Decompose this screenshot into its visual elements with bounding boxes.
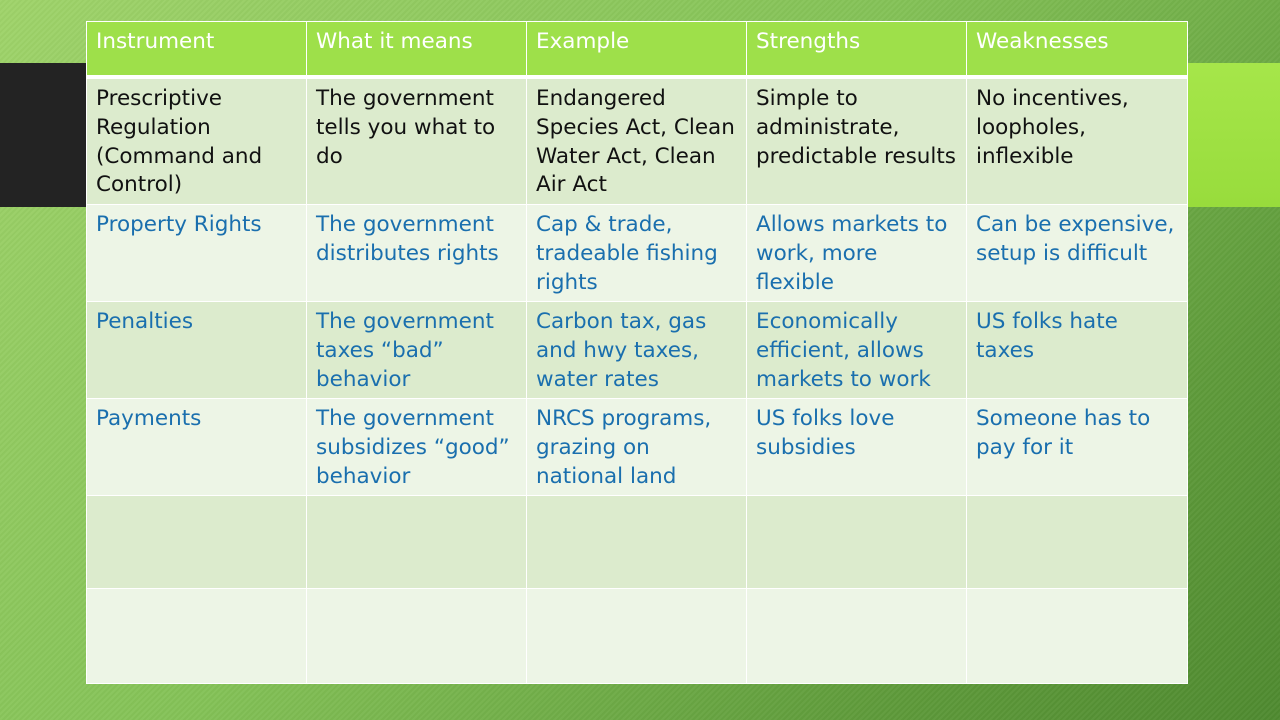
table-cell: Prescriptive Regulation (Command and Control) [87, 77, 307, 205]
table-cell [747, 589, 967, 684]
table-cell: Simple to administrate, predictable results [747, 77, 967, 205]
policy-instruments-table [86, 21, 1188, 684]
table-cell: No incentives, loopholes, inflexible [967, 77, 1188, 205]
table-cell: The government tells you what to do [307, 77, 527, 205]
table-cell: Economically efficient, allows markets to work [747, 302, 967, 399]
left-accent-band [0, 63, 86, 207]
table-cell: Can be expensive, setup is difficult [967, 205, 1188, 302]
table-row-prescriptive-regulation [87, 77, 1188, 205]
table-row-penalties [87, 302, 1188, 399]
table-cell [307, 589, 527, 684]
table-cell [527, 496, 747, 589]
table-cell: US folks love subsidies [747, 399, 967, 496]
table-cell: Carbon tax, gas and hwy taxes, water rates [527, 302, 747, 399]
table-cell: The government subsidizes “good” behavior [307, 399, 527, 496]
header-instrument: Instrument [87, 22, 307, 78]
table-row-empty [87, 589, 1188, 684]
table-cell: Penalties [87, 302, 307, 399]
table-cell: Cap & trade, tradeable fishing rights [527, 205, 747, 302]
table-row-empty [87, 496, 1188, 589]
table-cell: The government distributes rights [307, 205, 527, 302]
table-cell: Allows markets to work, more flexible [747, 205, 967, 302]
table-cell: US folks hate taxes [967, 302, 1188, 399]
table-cell [87, 496, 307, 589]
table-cell [87, 589, 307, 684]
table-row-property-rights [87, 205, 1188, 302]
table-cell: Property Rights [87, 205, 307, 302]
header-strengths: Strengths [747, 22, 967, 78]
header-example: Example [527, 22, 747, 78]
table-cell [307, 496, 527, 589]
right-accent-band [1187, 63, 1280, 207]
table-cell [527, 589, 747, 684]
table-header-row [87, 22, 1188, 78]
table-cell [747, 496, 967, 589]
header-weaknesses: Weaknesses [967, 22, 1188, 78]
table-cell: Someone has to pay for it [967, 399, 1188, 496]
header-what-it-means: What it means [307, 22, 527, 78]
table-cell: Endangered Species Act, Clean Water Act, Clean Air Act [527, 77, 747, 205]
table-cell [967, 589, 1188, 684]
table-cell [967, 496, 1188, 589]
table-row-payments [87, 399, 1188, 496]
table-cell: Payments [87, 399, 307, 496]
table-cell: The government taxes “bad” behavior [307, 302, 527, 399]
table-cell: NRCS programs, grazing on national land [527, 399, 747, 496]
